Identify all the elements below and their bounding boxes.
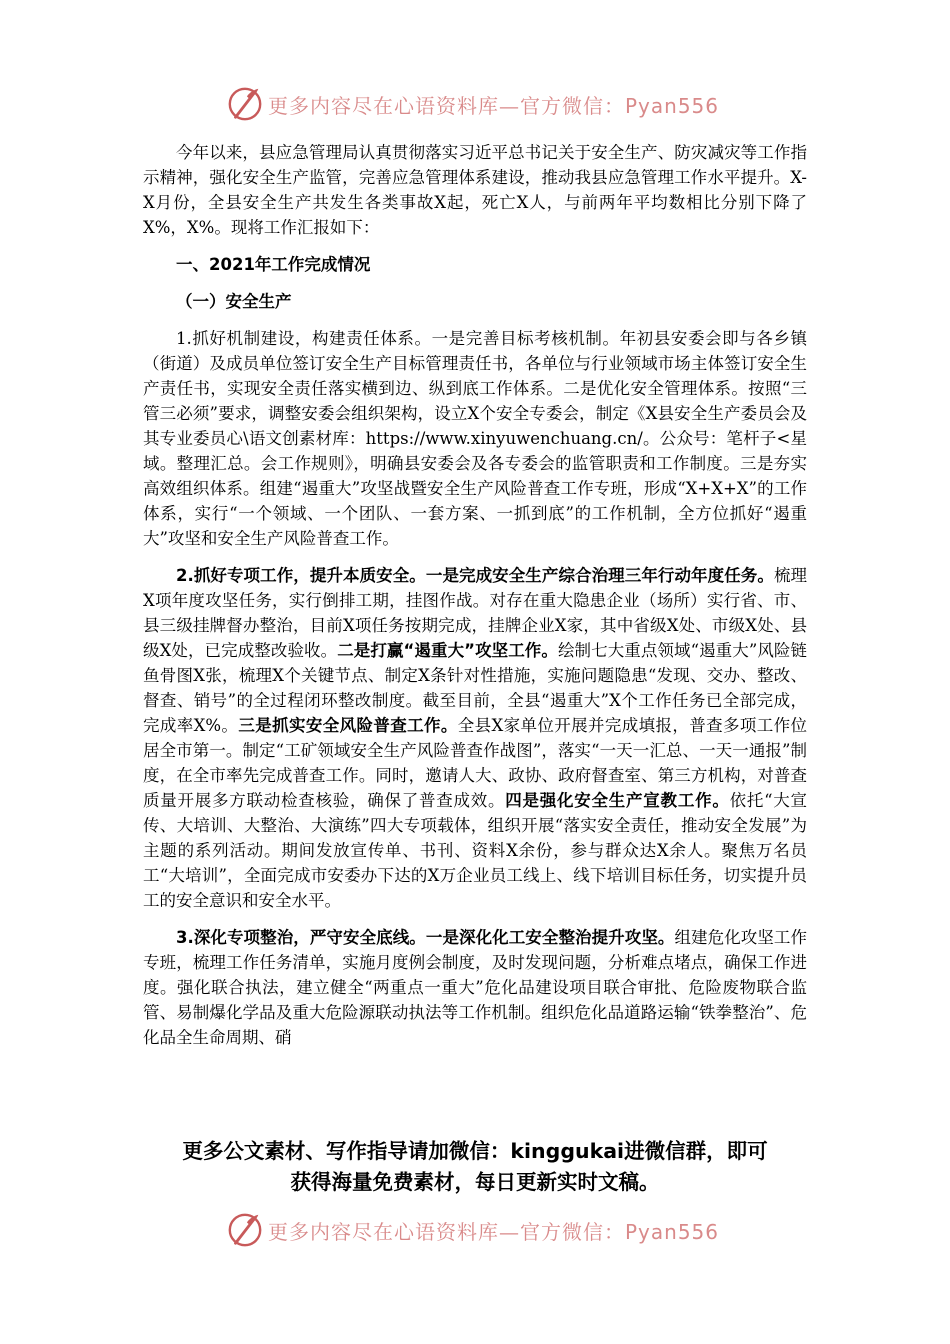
promo-line-1: 更多公文素材、写作指导请加微信：kinggukai进微信群，即可 — [182, 1139, 768, 1163]
section-heading-2: （一）安全生产 — [176, 292, 292, 311]
watermark-id: Pyan556 — [625, 93, 720, 118]
p2-lead-1: 2.抓好专项工作，提升本质安全。一是完成安全生产综合治理三年行动年度任务。 — [176, 566, 774, 585]
paragraph-3 — [143, 925, 807, 1050]
watermark-text: 更多内容尽在心语资料库—官方微信： — [268, 93, 625, 118]
p3-lead-1: 3.深化专项整治，严守安全底线。一是深化化工安全整治提升攻坚。 — [176, 928, 675, 947]
intro-paragraph: 今年以来，县应急管理局认真贯彻落实习近平总书记关于安全生产、防灾减灾等工作指示精神，强化安全生产监管，完善应急管理体系建设，推动我县应急管理工作水平提升。X-X月份，全县安全生产共发生各类事故X起，死亡X人，与前两年平均数相比分别下降了X%，X%。现将工作汇报如下： — [143, 143, 807, 237]
promo-banner — [140, 1136, 810, 1198]
watermark-id: Pyan556 — [625, 1219, 720, 1244]
p2-text-1: 梳理X项年度攻坚任务，实行倒排工期，挂图作战。对存在重大隐患企业（场所）实行省、市、县三级挂牌督办整治，目前X项任务按期完成，挂牌企业X家，其中省级X处、市级X处、县级X处，已完成整改验收。 — [143, 566, 808, 660]
p2-text-3: 全县X家单位开展并完成填报，普查多项工作位居全市第一。制定“工矿领域安全生产风险普查作战图”，落实“一天一汇总、一天一通报”制度，在全市率先完成普查工作。同时，邀请人大、政协、政府督查室、第三方机构，对普查质量开展多方联动检查核验，确保了普查成效。 — [143, 716, 807, 810]
quill-logo-icon — [226, 1211, 264, 1249]
p3-text-1: 组建危化攻坚工作专班，梳理工作任务清单，实施月度例会制度，及时发现问题，分析难点堵点，确保工作进度。强化联合执法，建立健全“两重点一重大”危化品建设项目联合审批、危险废物联合监管、易制爆化学品及重大危险源联动执法等工作机制。组织危化品道路运输“铁拳整治”、危化品全生命周期、硝 — [143, 928, 808, 1047]
section-heading-1: 一、2021年工作完成情况 — [176, 255, 371, 274]
watermark-text: 更多内容尽在心语资料库—官方微信： — [268, 1219, 625, 1244]
p2-text-2: 绘制七大重点领域“遏重大”风险链鱼骨图X张，梳理X个关键节点、制定X条针对性措施，实施问题隐患“发现、交办、整改、督查、销号”的全过程闭环整改制度。截至目前，全县“遏重大”X个工作任务已全部完成，完成率X%。 — [143, 641, 807, 735]
promo-line-2: 获得海量免费素材，每日更新实时文稿。 — [290, 1170, 660, 1194]
p2-text-4: 依托“大宣传、大培训、大整治、大演练”四大专项载体，组织开展“落实安全责任，推动安全发展”为主题的系列活动。期间发放宣传单、书刊、资料X余份，参与群众达X余人。聚焦万名员工“大培训”，全面完成市安委办下达的X万企业员工线上、线下培训目标任务，切实提升员工的安全意识和安全水平。 — [143, 791, 808, 910]
p2-lead-4: 四是强化安全生产宣教工作。 — [505, 791, 730, 810]
quill-logo-icon — [226, 85, 264, 123]
document-body — [143, 140, 807, 1050]
watermark-header — [226, 84, 719, 124]
watermark-footer — [226, 1210, 719, 1250]
p2-lead-3: 三是抓实安全风险普查工作。 — [238, 716, 458, 735]
p2-lead-2: 二是打赢“遏重大”攻坚工作。 — [337, 641, 558, 660]
paragraph-2 — [143, 563, 807, 913]
paragraph-1: 1.抓好机制建设，构建责任体系。一是完善目标考核机制。年初县安委会即与各乡镇（街道）及成员单位签订安全生产目标管理责任书，各单位与行业领域市场主体签订安全生产责任书，实现安全责任落实横到边、纵到底工作体系。二是优化安全管理体系。按照“三管三必须”要求，调整安委会组织架构，设立X个安全专委会，制定《X县安全生产委员会及其专业委员心\语文创素材库：https://www.xinyuwenchuang.cn/。公众号：笔杆子<星域。整理汇总。会工作规则》，明确县安委会及各专委会的监管职责和工作制度。三是夯实高效组织体系。组建“遏重大”攻坚战暨安全生产风险普查工作专班，形成“X+X+X”的工作体系，实行“一个领域、一个团队、一套方案、一抓到底”的工作机制，全方位抓好“遏重大”攻坚和安全生产风险普查工作。 — [143, 329, 807, 548]
